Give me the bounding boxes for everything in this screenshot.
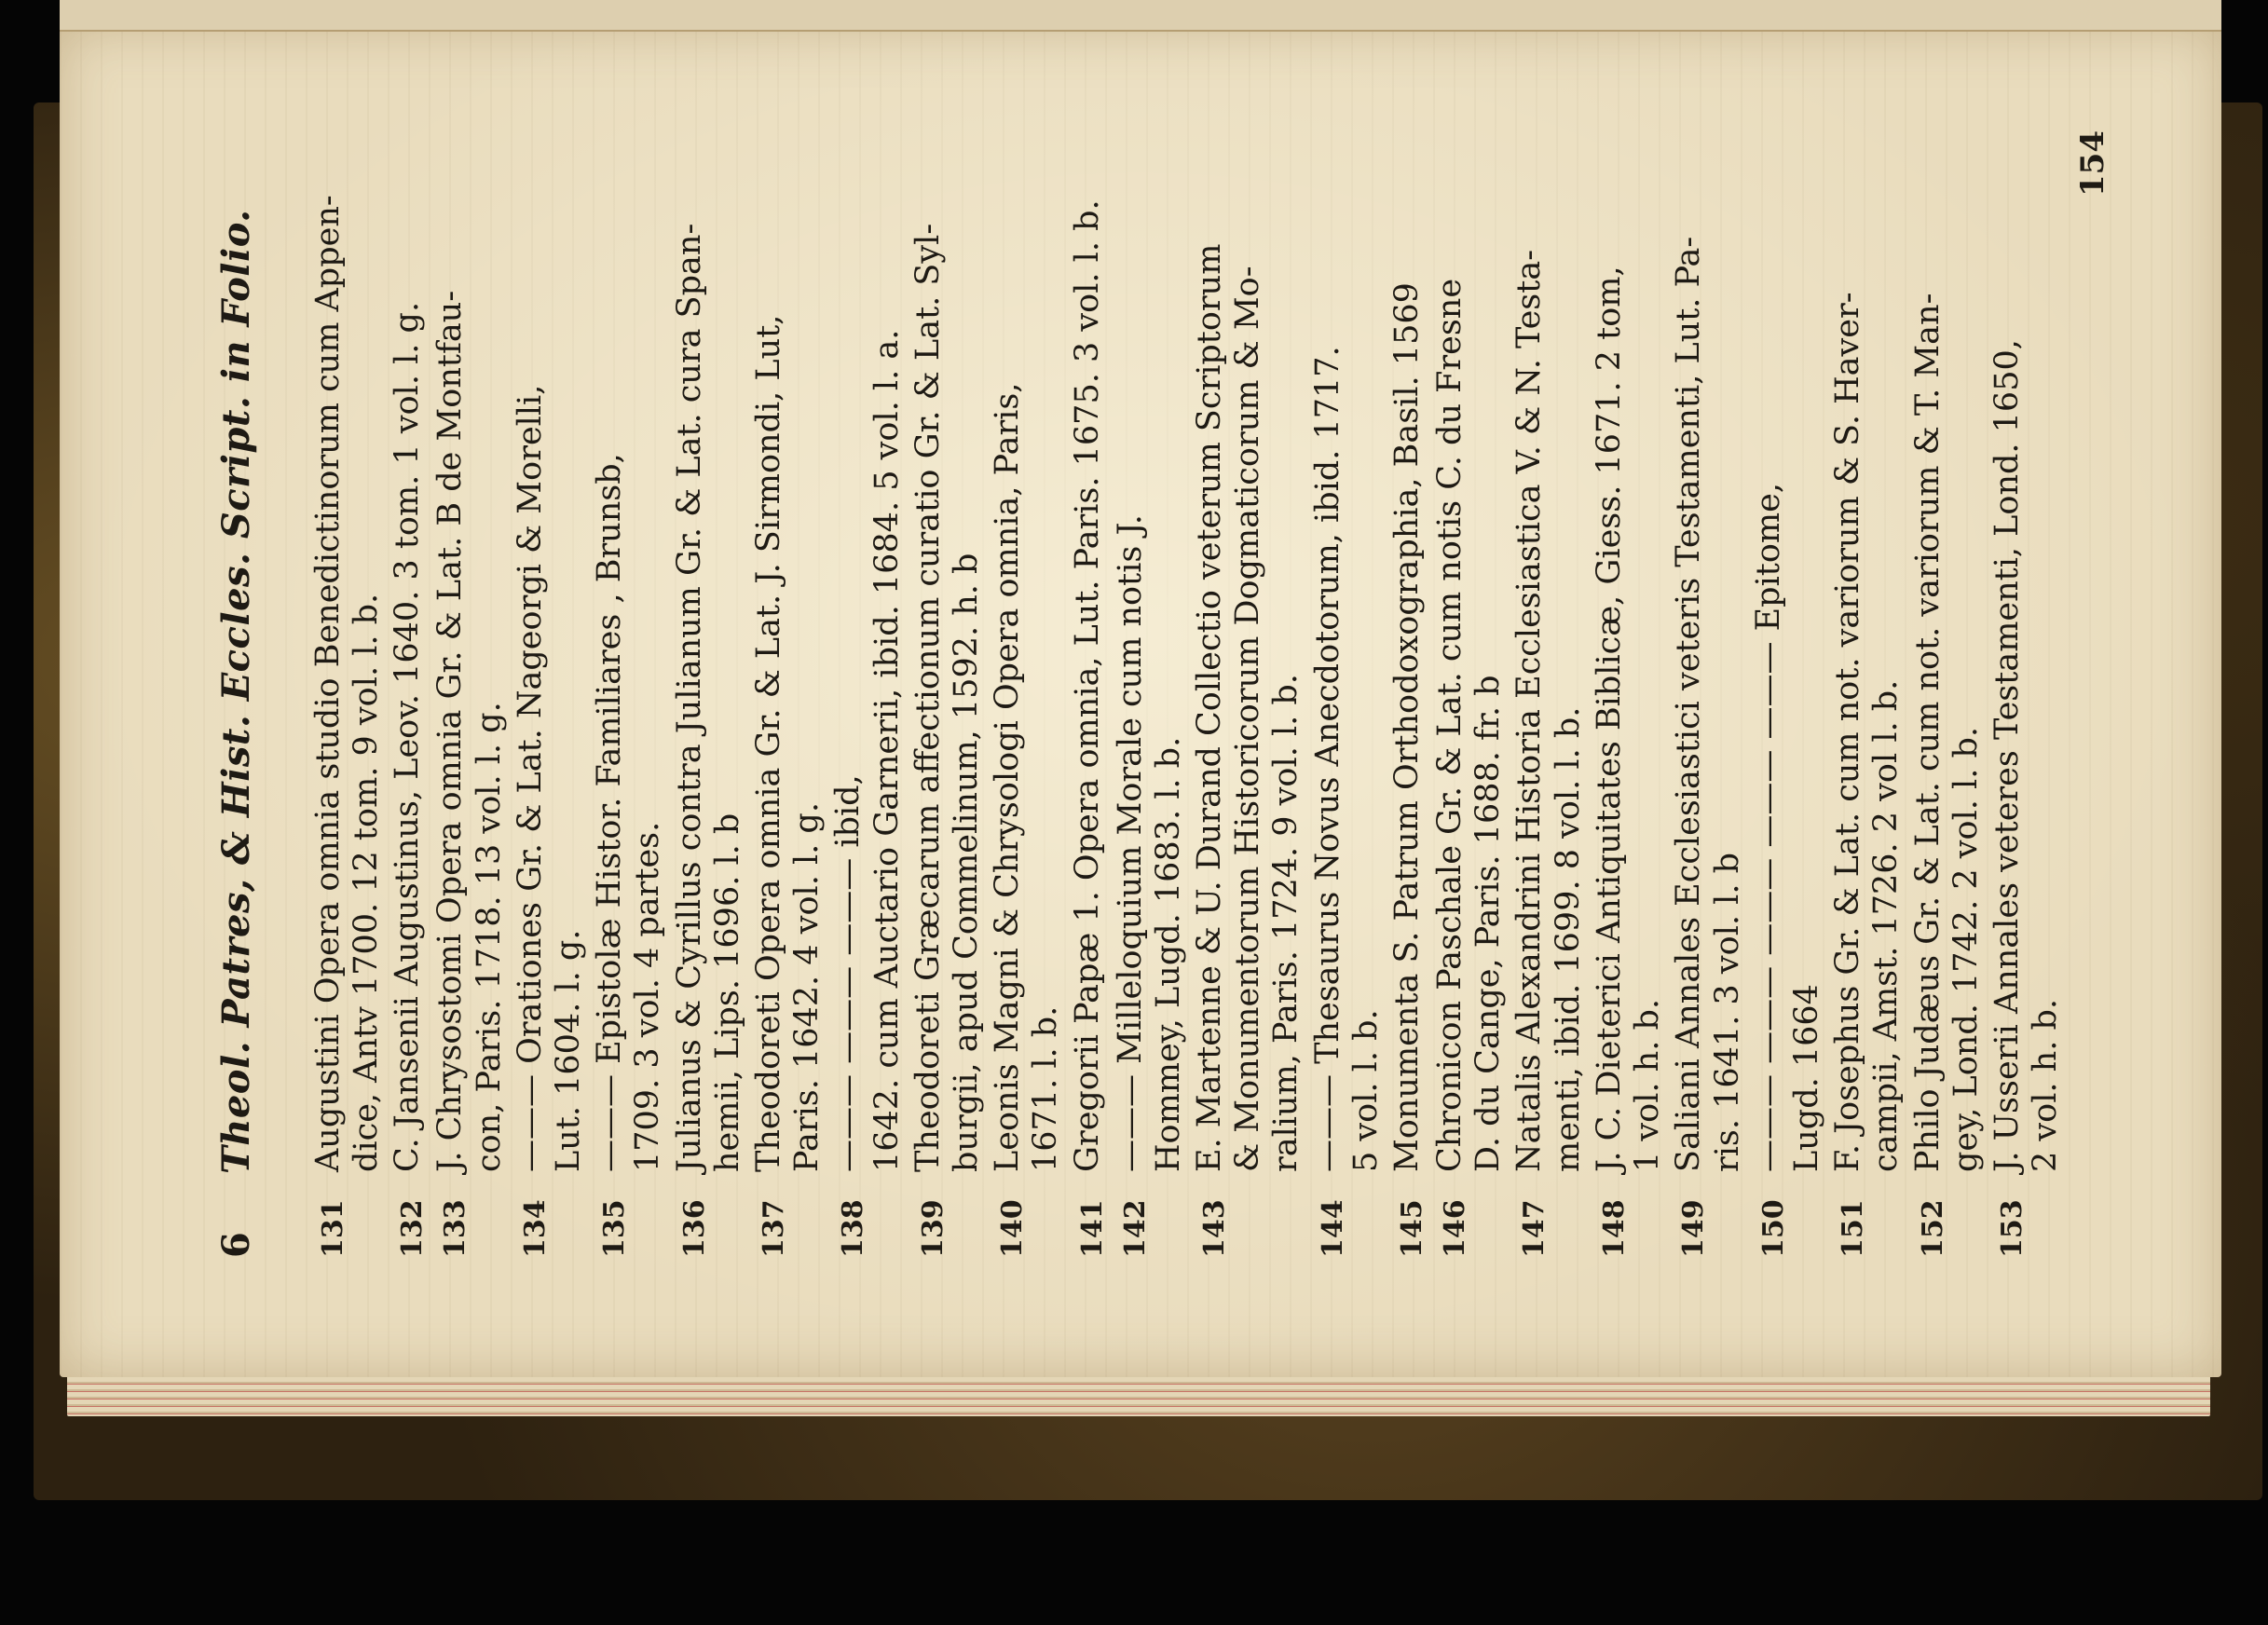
entry-text [1112, 130, 1188, 1172]
catalogue-entry [1388, 130, 1428, 1258]
entry-line: ——— Orationes Gr. & Lat. Nageorgi & Morelli, [511, 384, 549, 1172]
entry-line: 1671. l. b. [1027, 1005, 1065, 1172]
catalogue-entry [1431, 130, 1508, 1258]
entry-text [1191, 130, 1306, 1172]
entry-number: 137 [758, 1199, 791, 1258]
entry-line: 1642. cum Auctario Garnerii, ibid. 1684. 5 vol. l. a. [868, 329, 906, 1172]
entry-line: J. Chrysostomi Opera omnia Gr. & Lat. B de Montfau- [431, 290, 470, 1172]
entry-number: 136 [677, 1199, 711, 1258]
entry-number: 140 [996, 1199, 1030, 1258]
entry-line: Julianus & Cyrillus contra Julianum Gr. & Lat. cura Span- [670, 223, 708, 1172]
entry-text [1909, 130, 1986, 1172]
entry-number: 133 [439, 1199, 472, 1258]
catalogue-entry [1069, 130, 1109, 1258]
entry-text [1510, 130, 1587, 1172]
entry-line: Hommey, Lugd. 1683. l. b. [1149, 736, 1187, 1172]
entry-number: 134 [518, 1199, 552, 1258]
entry-number: 147 [1518, 1199, 1551, 1258]
catalogue-entry [1750, 130, 1826, 1258]
entry-line: dice, Antv 1700. 12 tom. 9 vol. l. b. [348, 593, 386, 1172]
catalogue-entry [989, 130, 1065, 1258]
entry-line: con, Paris. 1718. 13 vol. l. g. [470, 702, 508, 1172]
entry-text [431, 130, 508, 1172]
entry-line: ——— Thesaurus Novus Anecdotorum, ibid. 1717. [1308, 346, 1346, 1172]
entry-text [1388, 130, 1428, 1172]
catalogue-entries [309, 130, 2065, 1258]
catalogue-entry [591, 130, 667, 1258]
catalogue-entry [1112, 130, 1188, 1258]
catalogue-entry [1670, 130, 1746, 1258]
page-title: Theol. Patres, & Hist. Eccles. Script. in Folio. [214, 209, 258, 1174]
entry-number: 132 [396, 1199, 430, 1258]
catalogue-entry [671, 130, 747, 1258]
entry-text [1309, 130, 1386, 1172]
entry-line: F. Josephus Gr. & Lat. cum not. variorum & S. Haver- [1829, 292, 1867, 1172]
entry-text [1069, 130, 1109, 1172]
entry-number: 151 [1837, 1199, 1870, 1258]
entry-text [750, 130, 827, 1172]
entry-line: 1 vol. h. b. [1629, 998, 1667, 1172]
catalogue-entry [1591, 130, 1667, 1258]
catalogue-entry [1829, 130, 1906, 1258]
entry-line: 2 vol. h. b. [2027, 998, 2065, 1172]
entry-line: menti, ibid. 1699. 8 vol. l. b. [1549, 706, 1587, 1172]
entry-text [989, 130, 1065, 1172]
entry-text [829, 130, 906, 1172]
entry-line: Lut. 1604. l. g. [550, 929, 588, 1172]
catalogue-entry [309, 130, 386, 1258]
catalogue-entry [1909, 130, 1986, 1258]
entry-text [1670, 130, 1746, 1172]
entry-text [512, 130, 588, 1172]
catalogue-entry [1191, 130, 1306, 1258]
entry-number: 138 [837, 1199, 870, 1258]
catalogue-entry [1988, 130, 2065, 1258]
entry-line: 5 vol. l. b. [1346, 1009, 1385, 1172]
page-header [214, 130, 289, 1258]
entry-number: 146 [1439, 1199, 1472, 1258]
catchword: 154 [2074, 130, 2112, 197]
entry-line: Gregorii Papæ 1. Opera omnia, Lut. Paris. 1675. 3 vol. l. b. [1068, 199, 1106, 1172]
entry-line: Chronicon Paschale Gr. & Lat. cum notis C. du Fresne [1431, 278, 1469, 1172]
entry-text [1750, 130, 1826, 1172]
entry-line: ——— Epistolæ Histor. Familiares , Brunsb, [591, 453, 629, 1172]
page-number: 6 [214, 1232, 258, 1258]
entry-line: J. Usserii Annales veteres Testamenti, Lond. 1650, [1988, 339, 2026, 1172]
entry-line: Natalis Alexandrini Historia Ecclesiastica V. & N. Testa- [1510, 249, 1549, 1172]
entry-number: 152 [1916, 1199, 1949, 1258]
entry-number: 142 [1118, 1199, 1152, 1258]
entry-line: Paris. 1642. 4 vol. l. g. [788, 802, 827, 1172]
entry-number: 150 [1756, 1199, 1790, 1258]
entry-number: 144 [1316, 1199, 1349, 1258]
entry-line: ——— Milleloquium Morale cum notis J. [1111, 514, 1149, 1172]
entry-number: 139 [916, 1199, 950, 1258]
entry-line: ——— ——— ——— ——— ——— Epitome, [1749, 483, 1787, 1172]
entry-line: Saliani Annales Ecclesiastici veteris Testamenti, Lut. Pa- [1670, 236, 1708, 1172]
entry-text [309, 130, 386, 1172]
entry-line: Lugd. 1664 [1787, 984, 1825, 1172]
catalogue-entry [389, 130, 429, 1258]
catalogue-entry [512, 130, 588, 1258]
entry-line: hemii, Lips. 1696. l. b [708, 812, 746, 1172]
entry-number: 131 [317, 1199, 349, 1258]
entry-line: burgii, apud Commelinum, 1592. h. b [948, 553, 986, 1172]
entry-line: Theodoreti Græcarum affectionum curatio Gr. & Lat. Syl- [909, 223, 947, 1172]
catalogue-entry [1510, 130, 1587, 1258]
entry-text [909, 130, 986, 1172]
entry-line: D. du Cange, Paris. 1688. fr. b [1469, 675, 1508, 1172]
entry-line: ris. 1641. 3 vol. l. b [1708, 853, 1746, 1172]
entry-line: ralium, Paris. 1724. 9 vol. l. b. [1267, 674, 1305, 1172]
entry-line: Leonis Magni & Chrysologi Opera omnia, Paris, [989, 382, 1027, 1172]
page-footer [2074, 130, 2111, 1258]
entry-number: 143 [1198, 1199, 1232, 1258]
entry-number: 145 [1396, 1199, 1429, 1258]
rotated-page-content [214, 130, 2112, 1258]
entry-line: Theodoreti Opera omnia Gr. & Lat. J. Sirmondi, Lut, [750, 314, 788, 1172]
entry-line: gey, Lond. 1742. 2 vol. l. b. [1947, 727, 1985, 1172]
entry-number: 141 [1075, 1199, 1109, 1258]
entry-line: C. Jansenii Augustinus, Leov. 1640. 3 tom. 1 vol. l. g. [389, 301, 427, 1172]
entry-line: E. Martenne & U. Durand Collectio veterum Scriptorum [1191, 243, 1229, 1172]
catalogue-entry [829, 130, 906, 1258]
entry-line: Augustini Opera omnia studio Benedictinorum cum Appen- [309, 195, 347, 1172]
entry-text [671, 130, 747, 1172]
entry-number: 135 [598, 1199, 632, 1258]
previous-page-edge [60, 0, 2221, 32]
entry-line: 1709. 3 vol. 4 partes. [629, 821, 667, 1172]
catalogue-entry [750, 130, 827, 1258]
entry-number: 149 [1677, 1199, 1711, 1258]
catalogue-entry [909, 130, 986, 1258]
entry-text [1431, 130, 1508, 1172]
entry-text [1591, 130, 1667, 1172]
entry-text [1829, 130, 1906, 1172]
entry-number: 148 [1597, 1199, 1631, 1258]
entry-text [591, 130, 667, 1172]
catalogue-entry [431, 130, 508, 1258]
entry-line: & Monumentorum Historicorum Dogmaticorum & Mo- [1229, 266, 1267, 1172]
entry-text [389, 130, 429, 1172]
entry-text [1988, 130, 2065, 1172]
entry-line: ——— ——— ——— ibid, [829, 774, 868, 1172]
catalogue-entry [1309, 130, 1386, 1258]
entry-line: Monumenta S. Patrum Orthodoxographia, Basil. 1569 [1388, 282, 1427, 1172]
entry-line: Philo Judæus Gr. & Lat. cum not. variorum & T. Man- [1908, 293, 1947, 1172]
entry-number: 153 [1995, 1199, 2029, 1258]
entry-line: J. C. Dieterici Antiquitates Biblicæ, Giess. 1671. 2 tom, [1590, 266, 1628, 1172]
entry-line: campii, Amst. 1726. 2 vol l. b. [1867, 679, 1906, 1172]
